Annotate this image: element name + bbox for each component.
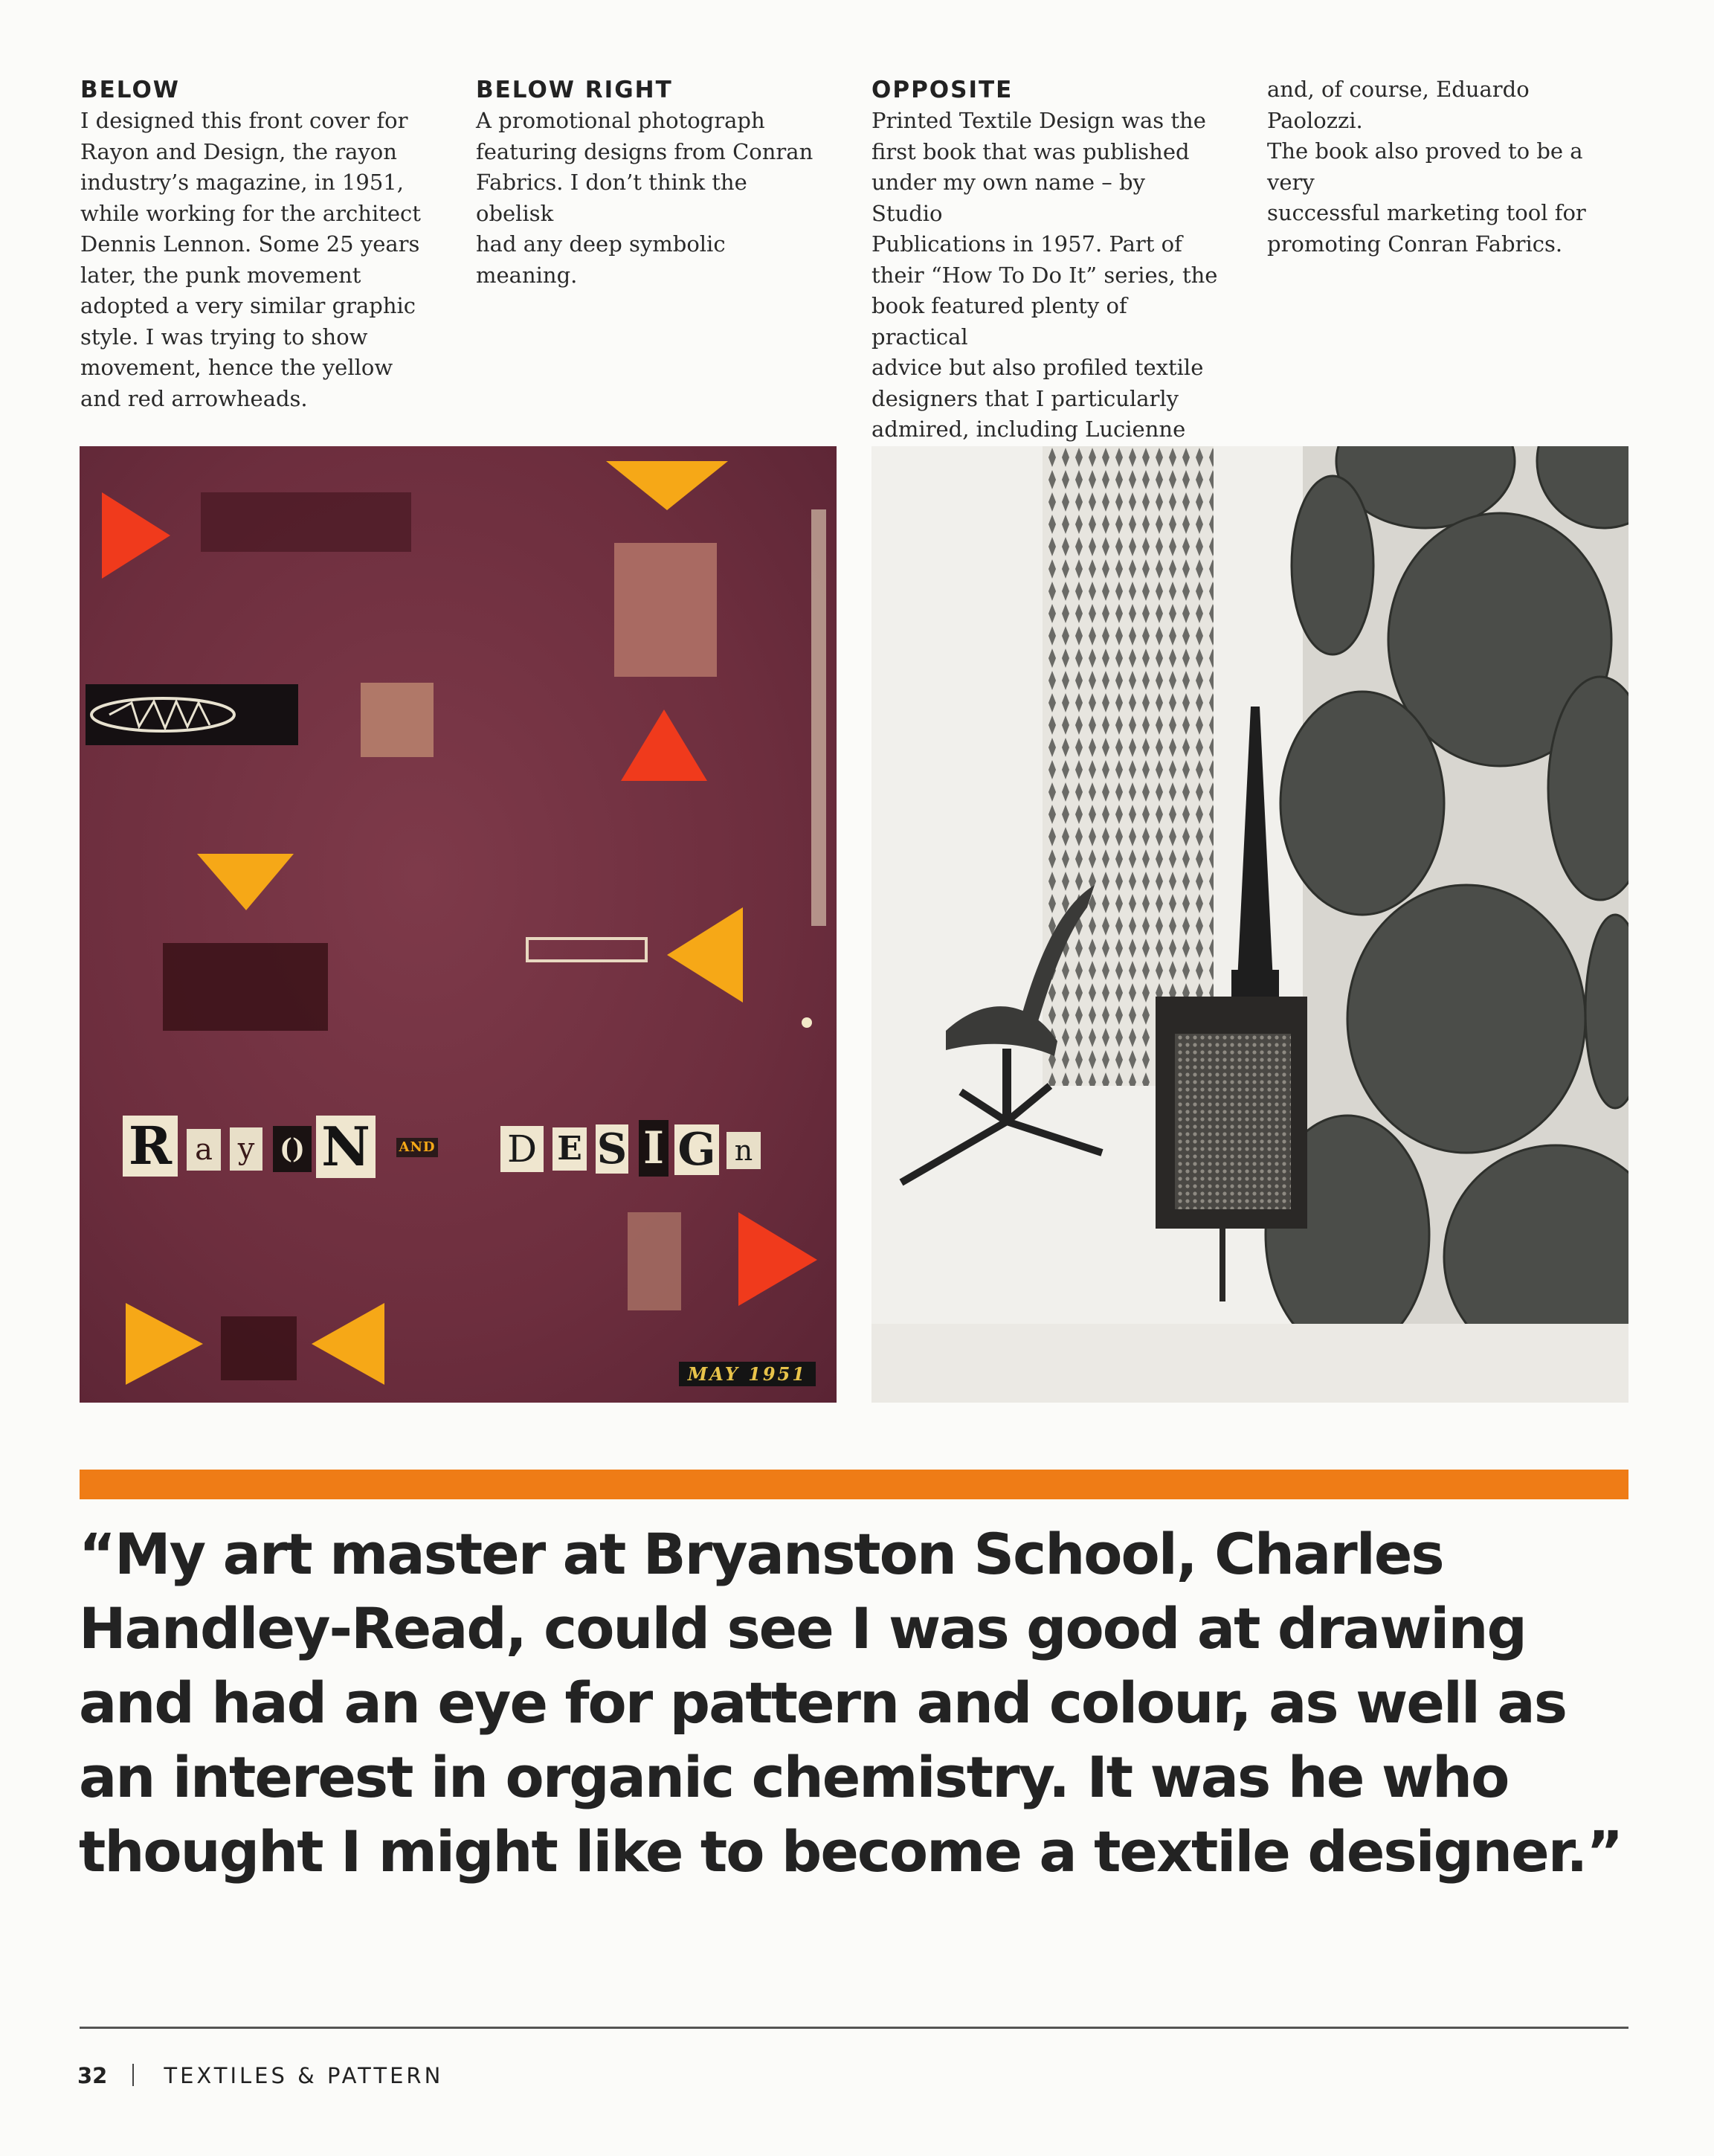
caption-continued [1267, 74, 1617, 260]
page-number: 32 [77, 2063, 108, 2088]
caption-line: admired, including Lucienne [872, 416, 1186, 442]
dark-square [221, 1316, 297, 1380]
cover-letter: R [123, 1116, 178, 1177]
vertical-text-strip [811, 509, 826, 926]
caption-line: had any deep symbolic meaning. [476, 231, 726, 288]
caption-line: while working for the architect [80, 200, 421, 226]
caption-heading: BELOW RIGHT [476, 77, 673, 103]
diamond-curtain [1043, 446, 1214, 1086]
chair-shell [946, 1006, 1057, 1056]
conran-fabrics-photo [872, 446, 1628, 1403]
caption-line: A promotional photograph [476, 108, 765, 133]
page-footer [77, 2063, 443, 2088]
floor [872, 1324, 1628, 1403]
caption-line: and red arrowheads. [80, 385, 308, 411]
cover-letter: n [726, 1132, 761, 1169]
photo-graphics [872, 446, 1628, 1403]
quote-line: and had an eye for pattern and colour, as well as [79, 1670, 1566, 1736]
red-arrowhead-up [621, 709, 707, 781]
cover-letter: () [273, 1126, 312, 1172]
textured-block [628, 1212, 681, 1310]
quote-line: “My art master at Bryanston School, Charles [79, 1521, 1443, 1587]
caption-line: successful marketing tool for [1267, 200, 1586, 225]
caption-line: book featured plenty of practical [872, 293, 1127, 350]
caption-line: advice but also profiled textile [872, 355, 1204, 380]
caption-line: industry’s magazine, in 1951, [80, 170, 404, 195]
caption-line: under my own name – by Studio [872, 170, 1145, 226]
caption-heading: BELOW [80, 77, 180, 103]
cover-date: MAY 1951 [679, 1362, 816, 1386]
quote-line: Handley-Read, could see I was good at drawing [79, 1595, 1526, 1661]
pull-quote [79, 1517, 1640, 1889]
cover-letter: y [230, 1127, 262, 1171]
caption-line: Dennis Lennon. Some 25 years [80, 231, 420, 257]
cover-letter: E [552, 1127, 587, 1171]
footer-separator [132, 2064, 134, 2086]
chair-stem [1002, 1049, 1011, 1123]
brown-block [201, 492, 411, 552]
red-arrowhead-right [102, 492, 170, 579]
caption-line: style. I was trying to show [80, 324, 368, 350]
pull-quote-bar [80, 1470, 1628, 1499]
caption-heading: OPPOSITE [872, 77, 1014, 103]
caption-line: first book that was published [872, 138, 1190, 164]
cover-graphics [80, 446, 837, 1403]
caption-below-right [476, 74, 825, 291]
caption-line: designers that I particularly [872, 385, 1179, 411]
yellow-arrowhead-down [606, 461, 728, 510]
caption-line: Fabrics. I don’t think the obelisk [476, 170, 747, 226]
cabinet-leg [1220, 1227, 1225, 1301]
obelisk-base [1231, 970, 1279, 1000]
caption-line: later, the punk movement [80, 262, 361, 288]
caption-line: movement, hence the yellow [80, 355, 393, 380]
yellow-arrowhead-left [312, 1303, 384, 1385]
caption-line: adopted a very similar graphic [80, 293, 416, 318]
caption-line: Printed Textile Design was the [872, 108, 1206, 133]
yellow-arrowhead-right [126, 1303, 203, 1385]
ladder-strip [527, 939, 646, 961]
caption-line: The book also proved to be a very [1267, 138, 1583, 195]
chair-base [901, 1086, 1102, 1182]
cover-letter: G [674, 1124, 719, 1175]
rayon-and-design-cover [80, 446, 837, 1403]
caption-line: Publications in 1957. Part of [872, 231, 1182, 257]
yellow-arrowhead-down [197, 854, 294, 910]
cover-and: AND [396, 1138, 438, 1157]
caption-line: I designed this front cover for [80, 108, 408, 133]
dark-block [163, 943, 328, 1031]
section-title: TEXTILES & PATTERN [164, 2063, 444, 2088]
cover-letter: D [500, 1126, 544, 1172]
textured-block [614, 543, 717, 677]
quote-line: thought I might like to become a textile designer.” [79, 1818, 1623, 1885]
caption-line: their “How To Do It” series, the [872, 262, 1218, 288]
cover-letter: N [316, 1116, 376, 1178]
cover-letter: I [639, 1120, 668, 1177]
obelisk [1237, 707, 1273, 982]
small-dot [802, 1017, 812, 1028]
yellow-arrowhead-left [667, 907, 743, 1003]
red-arrowhead-right [738, 1212, 817, 1306]
caption-opposite [872, 74, 1221, 476]
cover-letter: a [187, 1129, 221, 1171]
footer-rule [80, 2027, 1628, 2029]
caption-below [80, 74, 430, 414]
cover-letter: S [596, 1124, 628, 1174]
caption-line: featuring designs from Conran [476, 138, 813, 164]
caption-line: Rayon and Design, the rayon [80, 138, 397, 164]
quote-line: an interest in organic chemistry. It was he who [79, 1744, 1509, 1810]
caption-line: promoting Conran Fabrics. [1267, 231, 1563, 257]
textured-square [361, 683, 434, 757]
caption-line: and, of course, Eduardo Paolozzi. [1267, 77, 1530, 133]
cabinet-front [1175, 1034, 1291, 1209]
